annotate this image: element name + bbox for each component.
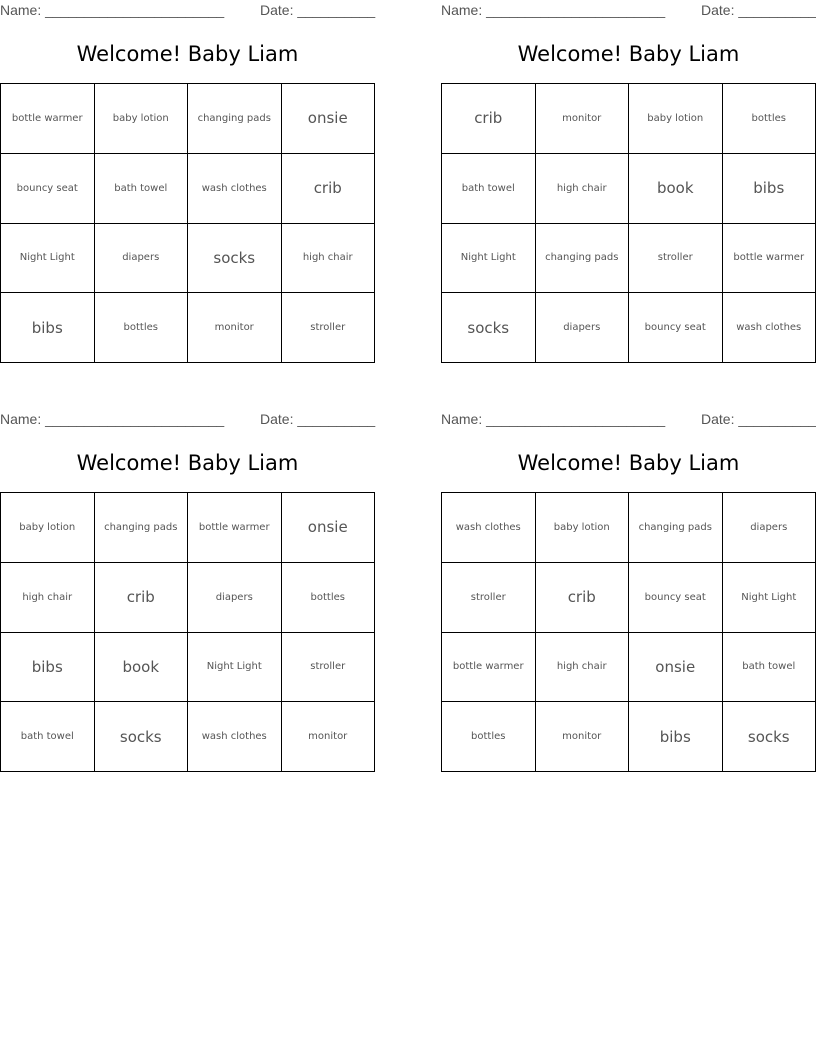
name-date-line	[441, 2, 816, 20]
date-field-label: Date: __________	[260, 2, 376, 18]
date-field-label: Date: __________	[701, 411, 816, 427]
bingo-card	[0, 409, 375, 774]
name-field-label: Name: _______________________	[441, 411, 666, 427]
name-field-label: Name: _______________________	[0, 2, 225, 18]
bingo-cell: book	[629, 154, 723, 224]
name-date-line	[441, 411, 816, 429]
bingo-cell: socks	[723, 702, 816, 772]
bingo-cell: baby lotion	[536, 493, 630, 563]
bingo-cell: onsie	[282, 493, 376, 563]
name-field-label: Name: _______________________	[0, 411, 225, 427]
bingo-cell: bath towel	[723, 633, 816, 703]
bingo-cell: socks	[188, 224, 282, 294]
bingo-cell: high chair	[536, 154, 630, 224]
bingo-card	[441, 409, 816, 774]
bingo-cell: Night Light	[723, 563, 816, 633]
bingo-grid	[0, 83, 375, 363]
bingo-cell: stroller	[442, 563, 536, 633]
bingo-cell: monitor	[188, 293, 282, 363]
bingo-cell: bottles	[723, 84, 816, 154]
bingo-cell: wash clothes	[723, 293, 816, 363]
bingo-card	[0, 0, 375, 365]
bingo-card	[441, 0, 816, 365]
bingo-cell: bibs	[629, 702, 723, 772]
bingo-cell: wash clothes	[188, 702, 282, 772]
bingo-cell: Night Light	[442, 224, 536, 294]
bingo-cell: changing pads	[95, 493, 189, 563]
bingo-cell: bouncy seat	[629, 293, 723, 363]
bingo-cell: changing pads	[536, 224, 630, 294]
bingo-cell: monitor	[536, 84, 630, 154]
card-title: Welcome! Baby Liam	[76, 42, 299, 66]
bingo-cell: bath towel	[95, 154, 189, 224]
date-field-label: Date: __________	[701, 2, 816, 18]
bingo-cell: changing pads	[188, 84, 282, 154]
name-date-line	[0, 411, 375, 429]
bingo-cell: wash clothes	[442, 493, 536, 563]
name-date-line	[0, 2, 375, 20]
bingo-cell: bibs	[723, 154, 816, 224]
bingo-cell: wash clothes	[188, 154, 282, 224]
bingo-cell: bottle warmer	[723, 224, 816, 294]
name-field-label: Name: _______________________	[441, 2, 666, 18]
bingo-cell: diapers	[95, 224, 189, 294]
bingo-cell: onsie	[282, 84, 376, 154]
card-title: Welcome! Baby Liam	[76, 451, 299, 475]
bingo-cell: bouncy seat	[1, 154, 95, 224]
bingo-cell: Night Light	[188, 633, 282, 703]
bingo-cell: monitor	[536, 702, 630, 772]
bingo-cell: bottle warmer	[442, 633, 536, 703]
bingo-cell: bibs	[1, 633, 95, 703]
bingo-cell: bottles	[282, 563, 376, 633]
bingo-cell: crib	[536, 563, 630, 633]
bingo-cell: bottles	[95, 293, 189, 363]
bingo-cell: book	[95, 633, 189, 703]
bingo-cell: baby lotion	[95, 84, 189, 154]
bingo-grid	[441, 83, 816, 363]
bingo-cell: monitor	[282, 702, 376, 772]
bingo-cell: diapers	[723, 493, 816, 563]
bingo-cell: high chair	[1, 563, 95, 633]
bingo-cell: diapers	[188, 563, 282, 633]
bingo-grid	[0, 492, 375, 772]
card-title: Welcome! Baby Liam	[517, 42, 740, 66]
bingo-cell: socks	[442, 293, 536, 363]
bingo-cell: changing pads	[629, 493, 723, 563]
bingo-cell: bath towel	[442, 154, 536, 224]
bingo-cell: bottle warmer	[1, 84, 95, 154]
bingo-cell: socks	[95, 702, 189, 772]
bingo-cell: stroller	[282, 633, 376, 703]
bingo-cell: Night Light	[1, 224, 95, 294]
card-title: Welcome! Baby Liam	[517, 451, 740, 475]
bingo-cell: baby lotion	[629, 84, 723, 154]
bingo-cell: baby lotion	[1, 493, 95, 563]
bingo-grid	[441, 492, 816, 772]
bingo-cell: bath towel	[1, 702, 95, 772]
bingo-cell: high chair	[536, 633, 630, 703]
bingo-cell: bibs	[1, 293, 95, 363]
bingo-cell: crib	[442, 84, 536, 154]
bingo-cell: bouncy seat	[629, 563, 723, 633]
bingo-cell: stroller	[629, 224, 723, 294]
bingo-cell: diapers	[536, 293, 630, 363]
bingo-cell: high chair	[282, 224, 376, 294]
bingo-cell: bottle warmer	[188, 493, 282, 563]
date-field-label: Date: __________	[260, 411, 376, 427]
bingo-cell: crib	[95, 563, 189, 633]
bingo-cell: crib	[282, 154, 376, 224]
bingo-cell: onsie	[629, 633, 723, 703]
bingo-cell: stroller	[282, 293, 376, 363]
bingo-cell: bottles	[442, 702, 536, 772]
